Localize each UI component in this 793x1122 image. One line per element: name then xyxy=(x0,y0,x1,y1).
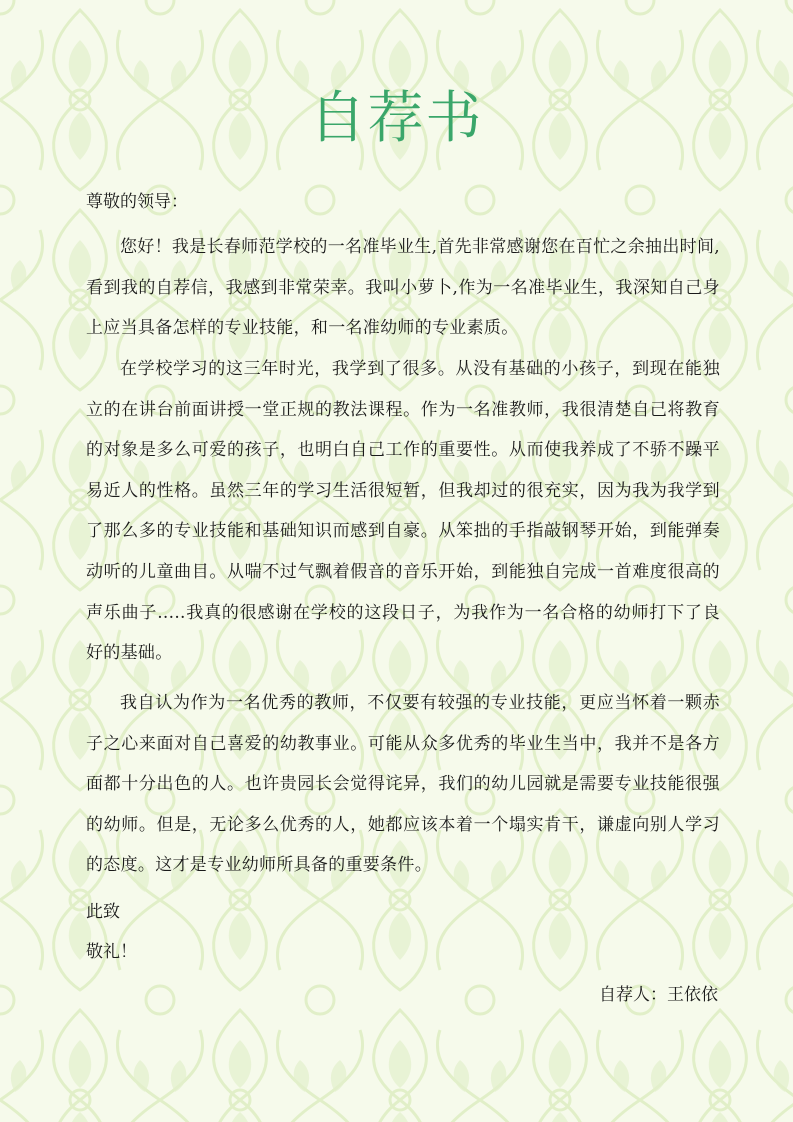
body-paragraph-3: 我自认为作为一名优秀的教师，不仅要有较强的专业技能，更应当怀着一颗赤子之心来面对自己喜爱的幼教事业。可能从众多优秀的毕业生当中，我并不是各方面都十分出色的人。也许贵园长会觉得诧异，我们的幼儿园就是需要专业技能很强的幼师。但是，无论多么优秀的人，她都应该本着一个塌实肯干，谦虚向别人学习的态度。这才是专业幼师所具备的重要条件。 xyxy=(86,693,720,876)
signature: 自荐人：王依依 xyxy=(599,985,718,1005)
body-paragraph-2: 在学校学习的这三年时光，我学到了很多。从没有基础的小孩子，到现在能独立的在讲台前面讲授一堂正规的教法课程。作为一名准教师，我很清楚自己将教育的对象是多么可爱的孩子，也明白自己工作的重要性。从而使我养成了不骄不躁平易近人的性格。虽然三年的学习生活很短暂，但我却过的很充实，因为我为我学到了那么多的专业技能和基础知识而感到自豪。从笨拙的手指敲钢琴开始，到能弹奏动听的儿童曲目。从喘不过气飘着假音的音乐开始，到能独自完成一首难度很高的声乐曲子.....我真的很感谢在学校的这段日子，为我作为一名合格的幼师打下了良好的基础。 xyxy=(86,359,720,664)
body-paragraph-1: 您好！我是长春师范学校的一名准毕业生,首先非常感谢您在百忙之余抽出时间,看到我的自荐信，我感到非常荣幸。我叫小萝卜,作为一名准毕业生，我深知自己身上应当具备怎样的专业技能，和一名准幼师的专业素质。 xyxy=(86,237,720,339)
document-title: 自荐书 xyxy=(309,86,484,151)
salutation: 尊敬的领导： xyxy=(86,192,188,212)
closing-line-1: 此致 xyxy=(86,902,120,922)
closing-line-2: 敬礼！ xyxy=(86,942,137,962)
